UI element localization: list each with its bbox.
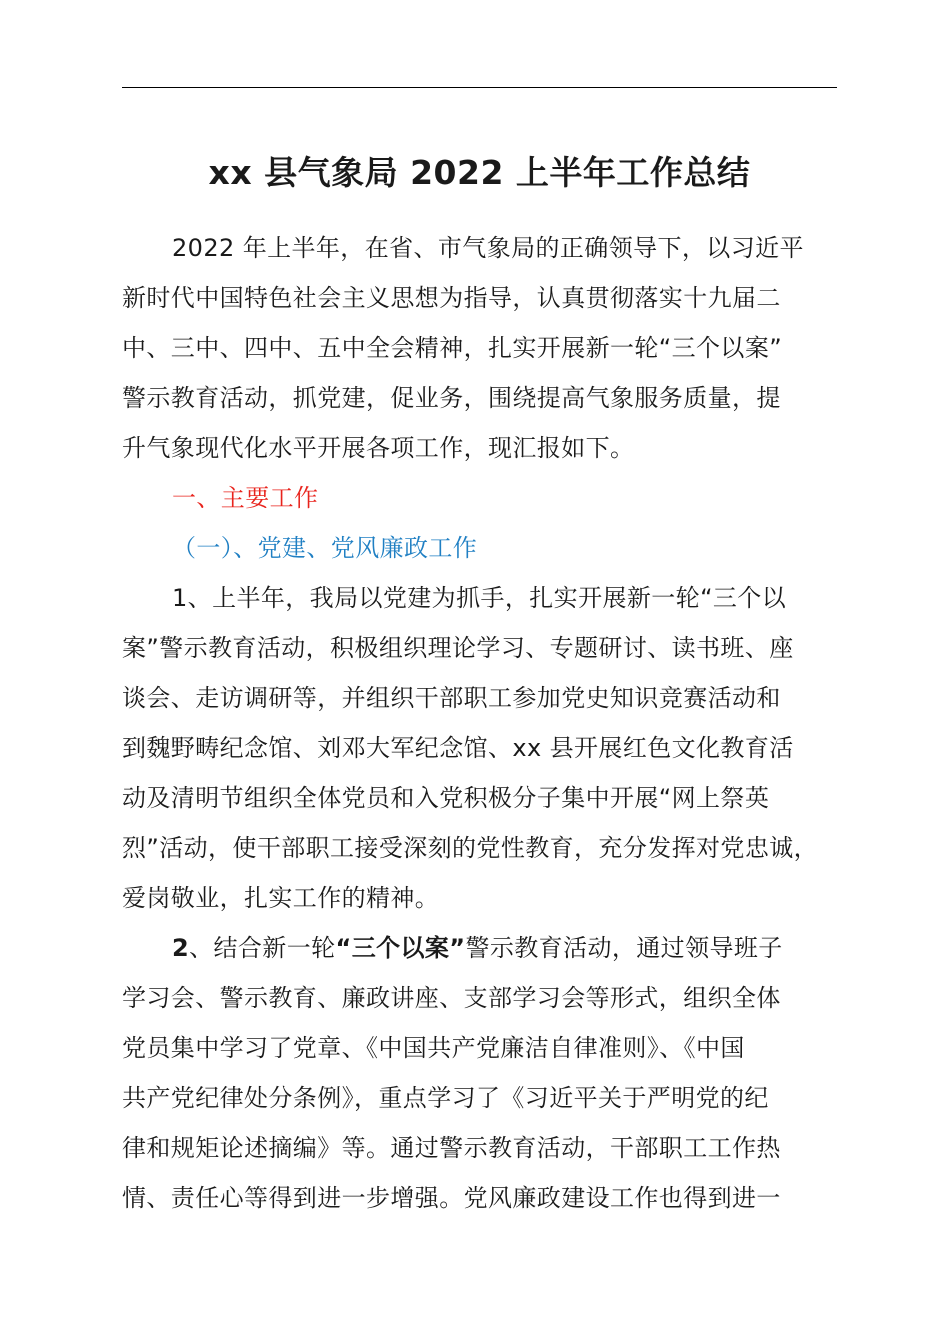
- item2-line-2: 学习会、警示教育、廉政讲座、支部学习会等形式，组织全体: [122, 984, 781, 1012]
- item1-line-7: 爱岗敬业，扎实工作的精神。: [122, 884, 440, 912]
- item1-line-6: 烈”活动，使干部职工接受深刻的党性教育，充分发挥对党忠诚，: [122, 834, 819, 862]
- intro-line-1: 2022 年上半年，在省、市气象局的正确领导下，以习近平: [172, 234, 804, 262]
- item1-line-1: 1、上半年，我局以党建为抓手，扎实开展新一轮“三个以: [172, 584, 787, 612]
- intro-line-5: 升气象现代化水平开展各项工作，现汇报如下。: [122, 434, 635, 462]
- item1-line-2: 案”警示教育活动，积极组织理论学习、专题研讨、读书班、座: [122, 634, 794, 662]
- item2-text-c: 警示教育活动，通过领导班子: [465, 934, 783, 962]
- item1-line-5: 动及清明节组织全体党员和入党积极分子集中开展“网上祭英: [122, 784, 770, 812]
- item2-text-a: 、结合新一轮: [189, 934, 336, 962]
- intro-line-2: 新时代中国特色社会主义思想为指导，认真贯彻落实十九届二: [122, 284, 781, 312]
- header-rule: [122, 87, 837, 88]
- subsection-heading-party-building: （一）、党建、党风廉政工作: [172, 534, 478, 562]
- item2-number: 2: [172, 934, 190, 962]
- section-heading-main-work: 一、主要工作: [172, 484, 319, 512]
- item2-line-4: 共产党纪律处分条例》，重点学习了《习近平关于严明党的纪: [122, 1084, 769, 1112]
- intro-line-4: 警示教育活动，抓党建，促业务，围绕提高气象服务质量，提: [122, 384, 781, 412]
- document-title: xx 县气象局 2022 上半年工作总结: [208, 153, 751, 192]
- item2-line-3: 党员集中学习了党章、《中国共产党廉洁自律准则》、《中国: [122, 1034, 745, 1062]
- item2-line-6: 情、责任心等得到进一步增强。党风廉政建设工作也得到进一: [122, 1184, 781, 1212]
- intro-line-3: 中、三中、四中、五中全会精神，扎实开展新一轮“三个以案”: [122, 334, 783, 362]
- item2-quote: “三个以案”: [335, 934, 466, 962]
- item1-line-4: 到魏野畴纪念馆、刘邓大军纪念馆、xx 县开展红色文化教育活: [122, 734, 794, 762]
- item2-line-5: 律和规矩论述摘编》等。通过警示教育活动，干部职工工作热: [122, 1134, 781, 1162]
- item1-line-3: 谈会、走访调研等，并组织干部职工参加党史知识竞赛活动和: [122, 684, 781, 712]
- item2-line-1: [172, 928, 783, 968]
